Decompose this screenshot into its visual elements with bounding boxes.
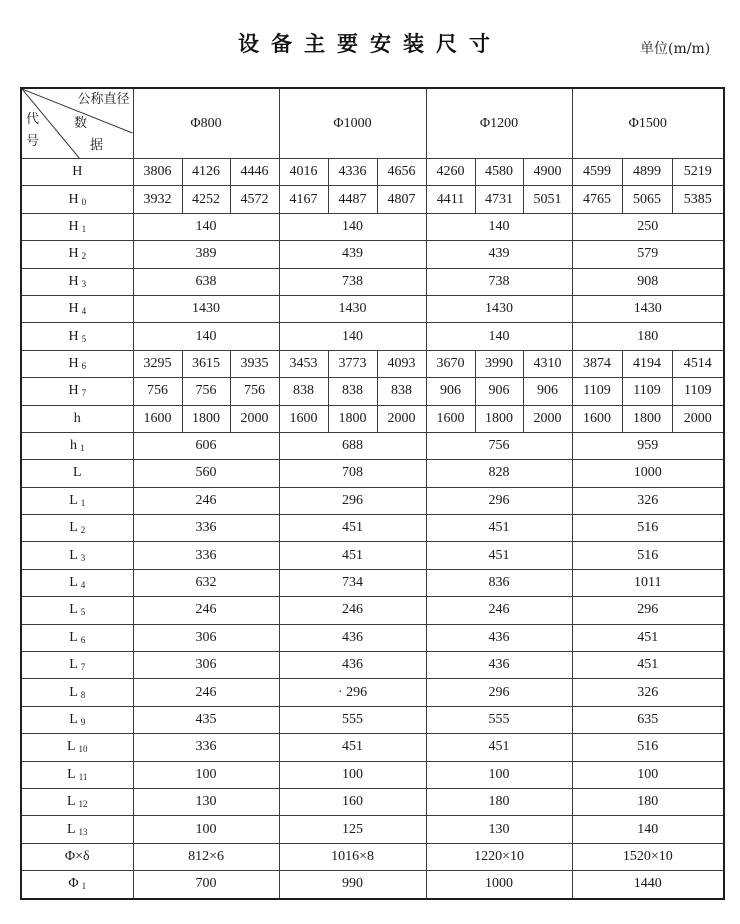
row-code-subscript: 13	[78, 826, 88, 837]
table-row	[21, 186, 724, 213]
value-cell-merged: 451	[572, 624, 724, 651]
value-cell-merged: 555	[426, 706, 572, 733]
value-cell-merged: 296	[572, 597, 724, 624]
value-cell: 4336	[328, 159, 377, 186]
table-row	[21, 159, 724, 186]
row-code: L	[69, 629, 78, 645]
row-code-subscript: 7	[81, 388, 87, 399]
row-code-cell	[21, 871, 133, 899]
value-cell: 3453	[279, 350, 328, 377]
value-cell: 756	[182, 378, 230, 405]
row-code: L	[66, 794, 76, 810]
value-cell: 3615	[182, 350, 230, 377]
row-code-cell	[21, 159, 133, 186]
value-cell: 4807	[377, 186, 426, 213]
value-cell-merged: 296	[279, 487, 426, 514]
value-cell-merged: 250	[572, 213, 724, 240]
row-code: Φ	[68, 876, 79, 892]
table-row	[21, 378, 724, 405]
value-cell: 838	[377, 378, 426, 405]
corner-label-nominal-diameter: 公称直径	[77, 92, 130, 107]
value-cell-merged: 326	[572, 679, 724, 706]
row-code: L	[69, 712, 78, 727]
table-row	[21, 432, 724, 459]
row-code: H	[68, 218, 79, 234]
value-cell-merged: 828	[426, 460, 572, 487]
value-cell: 906	[475, 378, 523, 405]
value-cell: 4446	[230, 159, 279, 186]
table-row	[21, 460, 724, 487]
value-cell-merged: 451	[426, 515, 572, 542]
table-row	[21, 624, 724, 651]
value-cell-merged: 130	[426, 816, 572, 843]
row-code-subscript: 5	[81, 333, 87, 344]
value-cell-merged: 435	[133, 706, 279, 733]
row-code-subscript: 9	[80, 717, 86, 727]
value-cell-merged: 632	[133, 569, 279, 596]
row-code-subscript: 2	[81, 251, 87, 262]
value-cell-merged: 836	[426, 569, 572, 596]
value-cell-merged: 1000	[572, 460, 724, 487]
row-code-cell	[21, 350, 133, 377]
row-code: L	[69, 520, 78, 536]
value-cell: 1600	[426, 405, 475, 432]
value-cell-merged: 959	[572, 432, 724, 459]
value-cell-merged: 451	[572, 652, 724, 679]
value-cell: 1109	[622, 378, 672, 405]
row-code-subscript: 2	[80, 525, 86, 536]
value-cell-merged: 560	[133, 460, 279, 487]
table-row	[21, 871, 724, 899]
value-cell: 4016	[279, 159, 328, 186]
value-cell-merged: 246	[133, 487, 279, 514]
row-code: L	[72, 465, 82, 481]
group-header: Φ1000	[279, 88, 426, 159]
row-code-subscript: 7	[80, 662, 86, 673]
value-cell-merged: 246	[426, 597, 572, 624]
row-code: H	[68, 383, 79, 399]
value-cell: 4599	[572, 159, 622, 186]
value-cell-merged: 688	[279, 432, 426, 459]
value-cell-merged: 451	[426, 734, 572, 761]
table-row	[21, 241, 724, 268]
row-code: L	[66, 821, 76, 837]
group-header: Φ1500	[572, 88, 724, 159]
value-cell-merged: 336	[133, 542, 279, 569]
row-code: H	[68, 328, 79, 344]
value-cell: 1600	[279, 405, 328, 432]
table-row	[21, 788, 724, 815]
row-code-cell	[21, 213, 133, 240]
value-cell: 3874	[572, 350, 622, 377]
corner-label-data-2: 据	[90, 138, 104, 153]
value-cell-merged: 451	[279, 734, 426, 761]
value-cell-merged: 246	[133, 597, 279, 624]
value-cell: 3932	[133, 186, 182, 213]
row-code-cell	[21, 432, 133, 459]
row-code: Φ×δ	[64, 848, 90, 864]
value-cell-merged: · 296	[279, 679, 426, 706]
value-cell: 1600	[572, 405, 622, 432]
value-cell: 3773	[328, 350, 377, 377]
value-cell-merged: 180	[426, 788, 572, 815]
value-cell: 4656	[377, 159, 426, 186]
table-row	[21, 487, 724, 514]
value-cell: 838	[279, 378, 328, 405]
value-cell-merged: 246	[279, 597, 426, 624]
value-cell: 5219	[672, 159, 724, 186]
table-row	[21, 843, 724, 870]
value-cell-merged: 140	[133, 323, 279, 350]
value-cell: 4411	[426, 186, 475, 213]
value-cell: 4731	[475, 186, 523, 213]
value-cell-merged: 296	[426, 487, 572, 514]
row-code: H	[68, 273, 79, 289]
value-cell: 3935	[230, 350, 279, 377]
row-code-cell	[21, 268, 133, 295]
value-cell-merged: 738	[426, 268, 572, 295]
value-cell-merged: 100	[572, 761, 724, 788]
row-code-cell	[21, 652, 133, 679]
row-code-subscript: 12	[78, 799, 88, 810]
table-row	[21, 679, 724, 706]
row-code-subscript: 8	[80, 689, 86, 700]
group-header: Φ800	[133, 88, 279, 159]
table-row	[21, 350, 724, 377]
row-code: H	[68, 355, 79, 371]
value-cell: 4580	[475, 159, 523, 186]
value-cell-merged: 326	[572, 487, 724, 514]
value-cell-merged: 436	[279, 652, 426, 679]
value-cell-merged: 100	[426, 761, 572, 788]
value-cell-merged: 812×6	[133, 843, 279, 870]
row-code-subscript: 4	[81, 306, 87, 317]
row-code-cell	[21, 241, 133, 268]
value-cell-merged: 336	[133, 515, 279, 542]
value-cell-merged: 140	[572, 816, 724, 843]
row-code-cell	[21, 515, 133, 542]
value-cell: 1800	[475, 405, 523, 432]
value-cell-merged: 439	[279, 241, 426, 268]
row-code-subscript: 11	[78, 771, 88, 782]
value-cell: 838	[328, 378, 377, 405]
value-cell: 4765	[572, 186, 622, 213]
row-code-cell	[21, 487, 133, 514]
value-cell-merged: 296	[426, 679, 572, 706]
table-row	[21, 515, 724, 542]
value-cell: 2000	[230, 405, 279, 432]
row-code-cell	[21, 597, 133, 624]
value-cell-merged: 439	[426, 241, 572, 268]
value-cell: 5051	[523, 186, 572, 213]
row-code-subscript: 10	[78, 744, 88, 755]
value-cell-merged: 516	[572, 542, 724, 569]
value-cell-merged: 555	[279, 706, 426, 733]
row-code-subscript: 4	[80, 580, 86, 591]
value-cell: 4093	[377, 350, 426, 377]
value-cell: 5385	[672, 186, 724, 213]
row-code-subscript: 5	[80, 607, 86, 618]
value-cell: 1600	[133, 405, 182, 432]
row-code: H	[68, 301, 79, 317]
value-cell-merged: 436	[426, 652, 572, 679]
row-code-subscript: 3	[80, 552, 86, 563]
table-row	[21, 597, 724, 624]
value-cell-merged: 579	[572, 241, 724, 268]
corner-header-cell	[21, 88, 133, 159]
value-cell-merged: 516	[572, 734, 724, 761]
value-cell: 1109	[572, 378, 622, 405]
table-row	[21, 569, 724, 596]
value-cell-merged: 306	[133, 624, 279, 651]
value-cell-merged: 306	[133, 652, 279, 679]
value-cell: 3295	[133, 350, 182, 377]
value-cell-merged: 1430	[426, 295, 572, 322]
value-cell-merged: 140	[133, 213, 279, 240]
row-code-cell	[21, 788, 133, 815]
row-code-cell	[21, 706, 133, 733]
row-code: h	[70, 438, 77, 454]
value-cell-merged: 1440	[572, 871, 724, 899]
value-cell-merged: 140	[426, 213, 572, 240]
row-code-cell	[21, 186, 133, 213]
row-code-cell	[21, 378, 133, 405]
row-code-subscript: 1	[80, 497, 86, 508]
value-cell-merged: 516	[572, 515, 724, 542]
value-cell-merged: 990	[279, 871, 426, 899]
installation-dimensions-table	[20, 87, 725, 900]
value-cell: 4572	[230, 186, 279, 213]
value-cell: 906	[523, 378, 572, 405]
value-cell-merged: 140	[279, 213, 426, 240]
value-cell-merged: 1011	[572, 569, 724, 596]
value-cell: 3990	[475, 350, 523, 377]
row-code-cell	[21, 569, 133, 596]
value-cell-merged: 734	[279, 569, 426, 596]
corner-label-code-1: 代	[26, 112, 40, 127]
table-row	[21, 405, 724, 432]
table-row	[21, 652, 724, 679]
value-cell-merged: 246	[133, 679, 279, 706]
value-cell-merged: 1000	[426, 871, 572, 899]
value-cell-merged: 130	[133, 788, 279, 815]
row-code-subscript: 0	[81, 196, 87, 207]
value-cell-merged: 451	[279, 542, 426, 569]
value-cell: 756	[230, 378, 279, 405]
value-cell-merged: 436	[279, 624, 426, 651]
value-cell: 2000	[523, 405, 572, 432]
value-cell-merged: 451	[426, 542, 572, 569]
value-cell: 4194	[622, 350, 672, 377]
value-cell-merged: 738	[279, 268, 426, 295]
value-cell-merged: 140	[279, 323, 426, 350]
value-cell-merged: 638	[133, 268, 279, 295]
table-row	[21, 542, 724, 569]
row-code-subscript: 1	[81, 881, 87, 892]
corner-label-data-1: 数	[74, 116, 88, 131]
row-code-cell	[21, 843, 133, 870]
value-cell-merged: 336	[133, 734, 279, 761]
table-row	[21, 761, 724, 788]
value-cell: 1800	[622, 405, 672, 432]
value-cell: 1800	[182, 405, 230, 432]
value-cell: 1800	[328, 405, 377, 432]
row-code-cell	[21, 679, 133, 706]
row-code-subscript: 6	[81, 360, 87, 371]
value-cell-merged: 1430	[279, 295, 426, 322]
value-cell: 4899	[622, 159, 672, 186]
row-code-cell	[21, 761, 133, 788]
row-code-subscript: 3	[81, 278, 87, 289]
value-cell-merged: 635	[572, 706, 724, 733]
row-code: L	[67, 766, 76, 782]
value-cell-merged: 908	[572, 268, 724, 295]
row-code-cell	[21, 734, 133, 761]
row-code: L	[69, 575, 78, 591]
table-row	[21, 816, 724, 843]
value-cell: 4310	[523, 350, 572, 377]
value-cell: 4260	[426, 159, 475, 186]
value-cell: 3806	[133, 159, 182, 186]
row-code: H	[72, 164, 83, 180]
value-cell: 1109	[672, 378, 724, 405]
value-cell-merged: 436	[426, 624, 572, 651]
value-cell: 4514	[672, 350, 724, 377]
row-code: L	[66, 739, 76, 755]
row-code-subscript: 1	[80, 443, 85, 454]
value-cell: 2000	[672, 405, 724, 432]
value-cell-merged: 100	[279, 761, 426, 788]
table-row	[21, 323, 724, 350]
value-cell: 4126	[182, 159, 230, 186]
header-row	[21, 88, 724, 159]
value-cell: 4167	[279, 186, 328, 213]
value-cell-merged: 1016×8	[279, 843, 426, 870]
group-header: Φ1200	[426, 88, 572, 159]
value-cell-merged: 125	[279, 816, 426, 843]
value-cell-merged: 180	[572, 788, 724, 815]
value-cell: 5065	[622, 186, 672, 213]
value-cell-merged: 1520×10	[572, 843, 724, 870]
value-cell-merged: 100	[133, 761, 279, 788]
row-code-cell	[21, 295, 133, 322]
value-cell-merged: 180	[572, 323, 724, 350]
value-cell-merged: 708	[279, 460, 426, 487]
row-code-subscript: 6	[80, 634, 86, 645]
value-cell-merged: 451	[279, 515, 426, 542]
value-cell: 2000	[377, 405, 426, 432]
table-row	[21, 295, 724, 322]
value-cell-merged: 1430	[133, 295, 279, 322]
value-cell-merged: 1220×10	[426, 843, 572, 870]
row-code: L	[69, 492, 78, 508]
page-title: 设备主要安装尺寸	[238, 32, 502, 56]
row-code: L	[69, 547, 78, 563]
row-code-cell	[21, 624, 133, 651]
row-code-cell	[21, 816, 133, 843]
value-cell-merged: 606	[133, 432, 279, 459]
row-code-cell	[21, 460, 133, 487]
row-code-cell	[21, 405, 133, 432]
value-cell-merged: 389	[133, 241, 279, 268]
table-row	[21, 268, 724, 295]
value-cell: 4900	[523, 159, 572, 186]
table-row	[21, 706, 724, 733]
value-cell: 3670	[426, 350, 475, 377]
row-code-subscript: 1	[81, 223, 87, 234]
value-cell-merged: 1430	[572, 295, 724, 322]
value-cell: 756	[133, 378, 182, 405]
value-cell-merged: 140	[426, 323, 572, 350]
row-code-cell	[21, 323, 133, 350]
unit-label: 单位(m/m)	[640, 41, 711, 57]
row-code: H	[68, 191, 79, 207]
row-code: L	[69, 684, 78, 700]
row-code: L	[69, 657, 78, 673]
value-cell: 4487	[328, 186, 377, 213]
table-row	[21, 213, 724, 240]
value-cell-merged: 100	[133, 816, 279, 843]
table-row	[21, 734, 724, 761]
corner-label-code-2: 号	[26, 134, 40, 149]
value-cell-merged: 756	[426, 432, 572, 459]
value-cell: 4252	[182, 186, 230, 213]
value-cell-merged: 160	[279, 788, 426, 815]
row-code: L	[69, 602, 78, 618]
row-code: h	[73, 410, 81, 426]
value-cell-merged: 700	[133, 871, 279, 899]
row-code: H	[68, 246, 79, 262]
row-code-cell	[21, 542, 133, 569]
value-cell: 906	[426, 378, 475, 405]
